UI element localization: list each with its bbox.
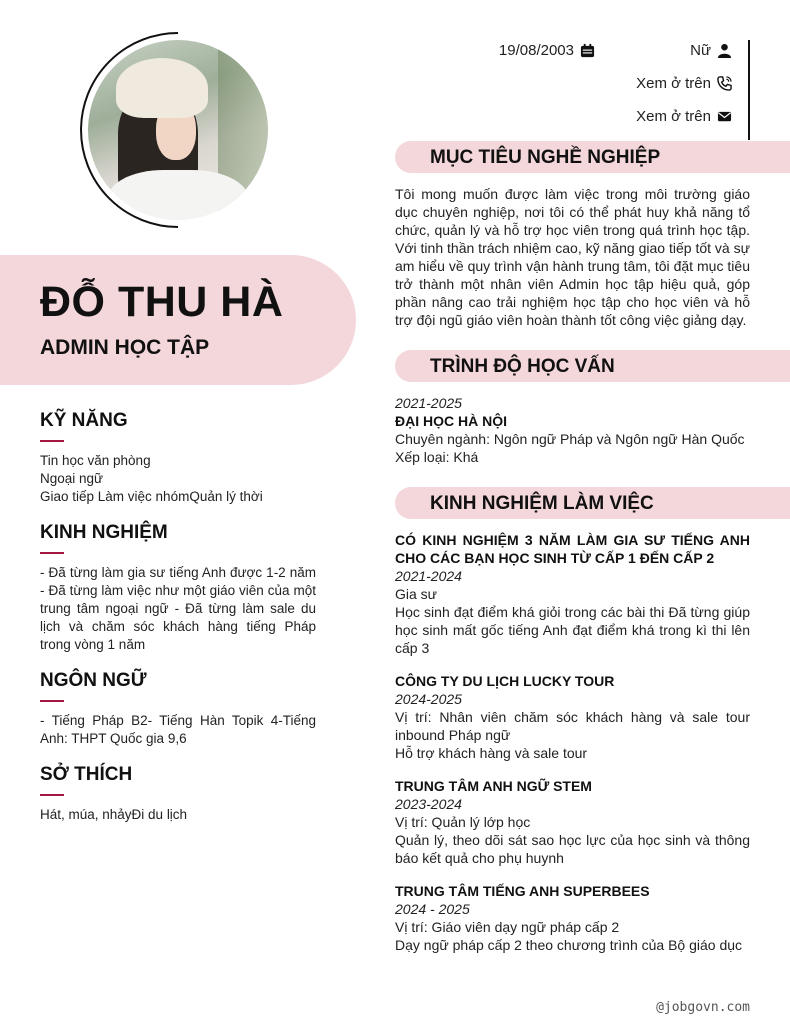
work-item xyxy=(395,882,750,954)
footer-credit: @jobgovn.com xyxy=(656,1000,750,1015)
work-desc: Học sinh đạt điểm khá giỏi trong các bài thi Đã từng giúp học sinh mất gốc tiếng Anh đạt điểm khá trong kì thi lên cấp 3 xyxy=(395,604,750,656)
phone-text: Xem ở trên xyxy=(636,75,711,92)
education-school: ĐẠI HỌC HÀ NỘI xyxy=(395,413,507,429)
skills-list xyxy=(40,452,316,506)
experience-summary-heading: KINH NGHIỆM xyxy=(40,522,168,543)
experience-underline xyxy=(40,552,64,554)
work-role: Vị trí: Quản lý lớp học xyxy=(395,814,531,830)
work-role: Gia sư xyxy=(395,586,438,602)
languages-text: - Tiếng Pháp B2- Tiếng Hàn Topik 4-Tiếng Anh: THPT Quốc gia 9,6 xyxy=(40,713,316,746)
envelope-icon xyxy=(717,109,732,124)
languages-heading: NGÔN NGỮ xyxy=(40,670,147,691)
work-period: 2024 - 2025 xyxy=(395,901,470,917)
birthdate-item xyxy=(499,42,595,59)
skill-item: Tin học văn phòng xyxy=(40,453,151,468)
birthdate-text: 19/08/2003 xyxy=(498,42,574,59)
work-period: 2021-2024 xyxy=(395,568,462,584)
user-icon xyxy=(717,43,732,58)
objective-heading: MỤC TIÊU NGHỀ NGHIỆP xyxy=(430,147,661,168)
job-title: ADMIN HỌC TẬP xyxy=(40,336,210,359)
work-org: TRUNG TÂM TIẾNG ANH SUPERBEES xyxy=(395,883,650,899)
skills-underline xyxy=(40,440,64,442)
email-text: Xem ở trên xyxy=(636,108,711,125)
phone-icon xyxy=(717,76,732,91)
skill-item: Giao tiếp Làm việc nhómQuản lý thời xyxy=(40,489,263,504)
email-item xyxy=(636,108,732,125)
languages-section xyxy=(40,670,316,748)
objective-text: Tôi mong muốn được làm việc trong môi trường giáo dục chuyên nghiệp, nơi tôi có thể phát huy khả năng tổ chức, quản lý và hỗ trợ học viên trong quá trình học tập. Với tinh thần trách nhiệm cao, kỹ năng giao tiếp tốt và sự am hiểu về quy trình vận hành trung tâm, tôi đặt mục tiêu trở thành một nhân viên Admin học tập hiệu quả, góp phần nâng cao trải nghiệm học tập cho học viên và hỗ trợ đội ngũ giáo viên hoàn thành tốt công việc giảng dạy. xyxy=(395,186,750,328)
contact-divider xyxy=(748,40,750,140)
work-org: CÔNG TY DU LỊCH LUCKY TOUR xyxy=(395,673,615,689)
avatar xyxy=(88,40,268,220)
hobbies-section xyxy=(40,764,316,824)
calendar-icon xyxy=(580,43,595,58)
education-major: Chuyên ngành: Ngôn ngữ Pháp và Ngôn ngữ Hàn Quốc xyxy=(395,431,745,447)
work-role: Vị trí: Giáo viên dạy ngữ pháp cấp 2 xyxy=(395,919,620,935)
work-role: Vị trí: Nhân viên chăm sóc khách hàng và sale tour inbound Pháp ngữ xyxy=(395,709,750,743)
work-item xyxy=(395,672,750,762)
work-desc: Hỗ trợ khách hàng và sale tour xyxy=(395,745,588,761)
education-rank: Xếp loại: Khá xyxy=(395,449,479,465)
work-org: CÓ KINH NGHIỆM 3 NĂM LÀM GIA SƯ TIẾNG ANH CHO CÁC BẠN HỌC SINH TỪ CẤP 1 ĐẾN CẤP 2 xyxy=(395,532,750,566)
languages-underline xyxy=(40,700,64,702)
skills-heading: KỸ NĂNG xyxy=(40,410,128,431)
experience-summary-text: - Đã từng làm gia sư tiếng Anh được 1-2 năm - Đã từng làm việc như một giáo viên của một trung tâm ngoại ngữ - Đã từng làm sale du lịch và chăm sóc khách hàng tiếng Pháp trong vòng 1 năm xyxy=(40,565,316,652)
objective-section xyxy=(395,185,750,329)
profile-photo-frame xyxy=(78,30,278,230)
education-section xyxy=(395,394,750,466)
skill-item: Ngoại ngữ xyxy=(40,471,104,486)
work-item xyxy=(395,777,750,867)
education-heading: TRÌNH ĐỘ HỌC VẤN xyxy=(430,356,615,377)
work-item xyxy=(395,531,750,657)
phone-item xyxy=(636,75,732,92)
work-org: TRUNG TÂM ANH NGỮ STEM xyxy=(395,778,592,794)
work-heading: KINH NGHIỆM LÀM VIỆC xyxy=(430,493,654,514)
work-desc: Quản lý, theo dõi sát sao học lực của học sinh và thông báo kết quả cho phụ huynh xyxy=(395,832,750,866)
experience-summary-section xyxy=(40,522,316,654)
skills-section xyxy=(40,410,316,506)
work-period: 2024-2025 xyxy=(395,691,462,707)
gender-text: Nữ xyxy=(690,42,711,59)
hobbies-text: Hát, múa, nhảyĐi du lịch xyxy=(40,807,188,822)
hobbies-heading: SỞ THÍCH xyxy=(40,764,133,785)
work-desc: Dạy ngữ pháp cấp 2 theo chương trình của Bộ giáo dục xyxy=(395,937,743,953)
hobbies-underline xyxy=(40,794,64,796)
education-period: 2021-2025 xyxy=(395,395,462,411)
gender-item xyxy=(690,42,732,59)
full-name: ĐỖ THU HÀ xyxy=(40,278,284,326)
work-period: 2023-2024 xyxy=(395,796,462,812)
